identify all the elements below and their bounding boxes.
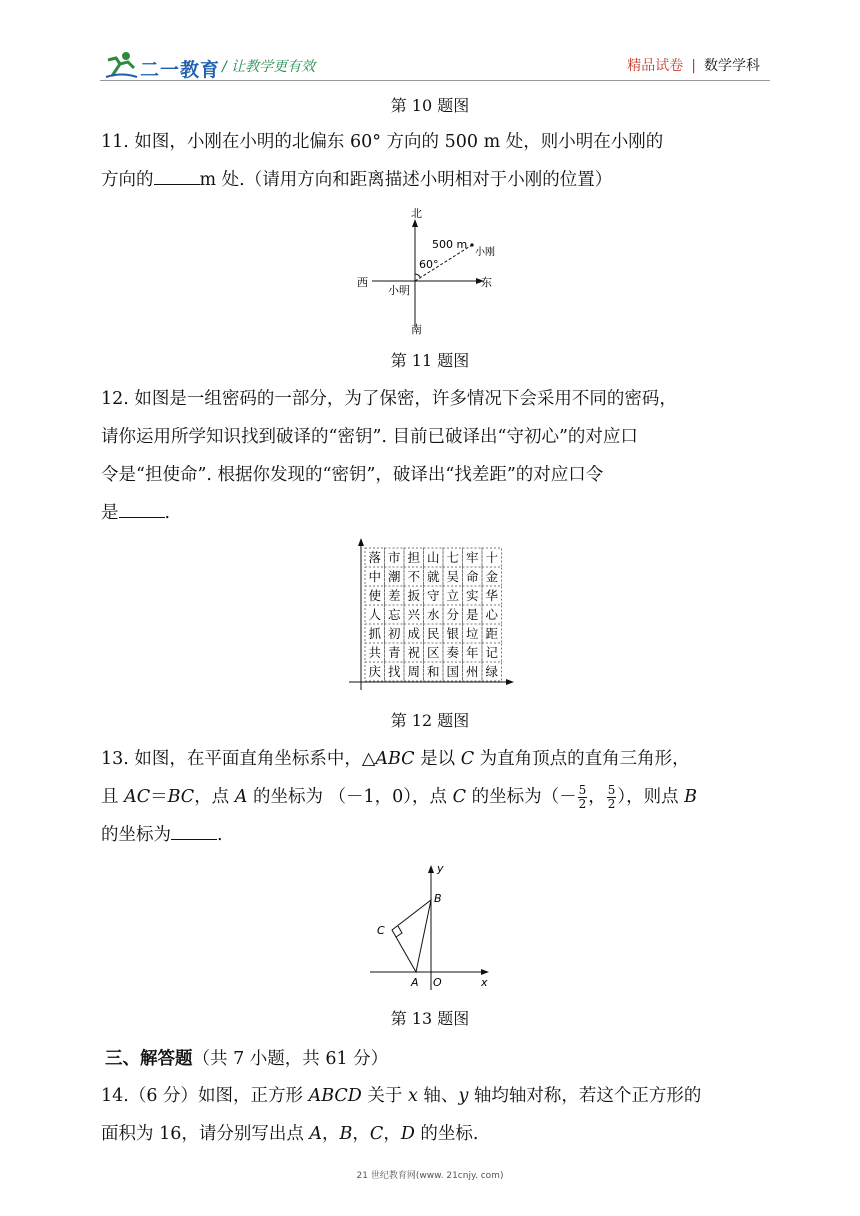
grid-char: 垃	[465, 626, 479, 641]
point-a-label: A	[411, 976, 419, 989]
q13-triangle-figure	[365, 862, 495, 997]
q14-line1: 14.（6 分）如图，正方形 ABCD 关于 x 轴、y 轴均轴对称，若这个正方形的	[101, 1086, 702, 1106]
grid-char: 中	[368, 569, 382, 584]
q14-line2: 面积为 16，请分别写出点 A，B，C，D 的坐标.	[101, 1124, 479, 1144]
logo-text: 二一教育	[140, 59, 221, 81]
slogan: / 让教学更有效	[222, 59, 316, 75]
q12-cipher-grid	[345, 538, 515, 693]
grid-char: 年	[465, 645, 479, 660]
q14-text	[101, 1077, 761, 1153]
grid-char: 十	[485, 550, 499, 565]
grid-char: 立	[446, 588, 460, 603]
grid-char: 奏	[446, 645, 460, 660]
q12-text	[101, 380, 761, 532]
grid-char: 落	[368, 550, 382, 565]
grid-char: 担	[407, 550, 421, 565]
grid-char: 民	[426, 626, 440, 641]
grid-char: 金	[485, 569, 499, 584]
grid-char: 不	[407, 569, 421, 584]
point-c-label: C	[377, 924, 385, 937]
west-label: 西	[357, 276, 368, 289]
q12-blank	[119, 501, 165, 518]
grid-char: 人	[368, 607, 382, 622]
grid-char: 记	[485, 645, 499, 660]
grid-char: 守	[426, 588, 440, 603]
q12-line1: 12. 如图是一组密码的一部分，为了保密，许多情况下会采用不同的密码，	[101, 389, 677, 409]
runner-logo-icon	[104, 50, 138, 80]
grid-char: 庆	[368, 664, 382, 679]
grid-char: 心	[485, 607, 499, 622]
east-label: 东	[481, 276, 492, 289]
q13-blank	[171, 823, 217, 840]
q13-text	[101, 740, 761, 854]
header-logo	[104, 50, 138, 80]
xiaoming-label: 小明	[388, 284, 410, 297]
section3-heading: 三、解答题（共 7 小题，共 61 分）	[105, 1049, 389, 1069]
header-label-subject: 数学学科	[704, 58, 760, 74]
grid-char: 距	[485, 626, 499, 641]
north-label: 北	[411, 207, 422, 220]
frac-neg-5-2: $\frac{5}{2}$	[578, 783, 587, 811]
header-label-quality: 精品试卷	[627, 58, 684, 74]
grid-char: 分	[446, 607, 460, 622]
grid-char: 市	[387, 550, 401, 565]
grid-char: 吴	[446, 569, 460, 584]
q11-blank	[154, 168, 200, 185]
grid-char: 实	[465, 588, 479, 603]
south-label: 南	[411, 323, 422, 335]
q11-text	[101, 123, 761, 199]
fig13-caption: 第 13 题图	[390, 1009, 470, 1028]
grid-char: 忘	[387, 607, 401, 622]
header-rule	[100, 80, 770, 81]
grid-char: 初	[387, 626, 401, 641]
grid-char: 潮	[387, 569, 401, 584]
grid-char: 银	[446, 626, 460, 641]
q13-line2: 且 AC＝BC，点 A 的坐标为 （－1，0），点 C 的坐标为（－ $\frac{5}{2}$ ， $\frac{5}{2}$ ），则点 B	[101, 783, 698, 811]
grid-char: 成	[407, 626, 421, 641]
distance-label: 500 m	[432, 238, 468, 251]
q11-compass-figure	[350, 205, 510, 335]
fig11-caption: 第 11 题图	[390, 351, 470, 370]
angle-label: 60°	[419, 258, 439, 271]
origin-label: O	[433, 976, 442, 989]
q11-line2: 方向的 m 处.（请用方向和距离描述小明相对于小刚的位置）	[101, 170, 613, 190]
xiaogang-label: 小刚	[475, 247, 495, 258]
grid-char: 和	[426, 664, 440, 679]
grid-char: 命	[465, 569, 479, 584]
q12-line3: 令是“担使命”. 根据你发现的“密钥”，破译出“找差距”的对应口令	[101, 465, 604, 485]
y-axis-label: y	[437, 862, 444, 875]
grid-char: 兴	[407, 607, 421, 622]
grid-char: 抓	[368, 626, 382, 641]
grid-char: 祝	[407, 645, 421, 660]
grid-char: 差	[387, 588, 401, 603]
fig12-caption: 第 12 题图	[390, 711, 470, 730]
q13-line1: 13. 如图，在平面直角坐标系中，△ABC 是以 C 为直角顶点的直角三角形，	[101, 749, 690, 769]
grid-char: 华	[485, 588, 499, 603]
grid-char: 区	[426, 645, 440, 660]
grid-char: 扳	[407, 588, 421, 603]
q12-line4: 是 .	[101, 503, 171, 523]
grid-char: 牢	[465, 550, 479, 565]
grid-char: 找	[387, 664, 401, 679]
point-b-label: B	[434, 892, 442, 905]
grid-char: 国	[446, 664, 460, 679]
q12-line2: 请你运用所学知识找到破译的“密钥”. 目前已破译出“守初心”的对应口	[101, 427, 638, 447]
header-right	[627, 55, 760, 75]
grid-char: 就	[426, 569, 440, 584]
x-axis-label: x	[481, 976, 488, 989]
grid-char: 山	[426, 550, 440, 565]
grid-char: 是	[465, 607, 479, 622]
q13-line3: 的坐标为 .	[101, 825, 223, 845]
footer: 21 世纪教育网(www. 21cnjy. com)	[356, 1171, 504, 1181]
grid-char: 州	[465, 664, 479, 679]
grid-char: 绿	[485, 664, 499, 679]
frac-5-2: $\frac{5}{2}$	[607, 783, 616, 811]
grid-char: 七	[446, 550, 460, 565]
header-divider: |	[691, 58, 696, 74]
grid-char: 周	[407, 664, 421, 679]
grid-char: 使	[368, 588, 382, 603]
grid-char: 青	[387, 645, 401, 660]
q11-line1: 11. 如图，小刚在小明的北偏东 60° 方向的 500 m 处，则小明在小刚的	[101, 132, 664, 152]
grid-char: 共	[368, 645, 382, 660]
grid-char: 水	[426, 607, 440, 622]
fig10-caption: 第 10 题图	[390, 96, 470, 115]
